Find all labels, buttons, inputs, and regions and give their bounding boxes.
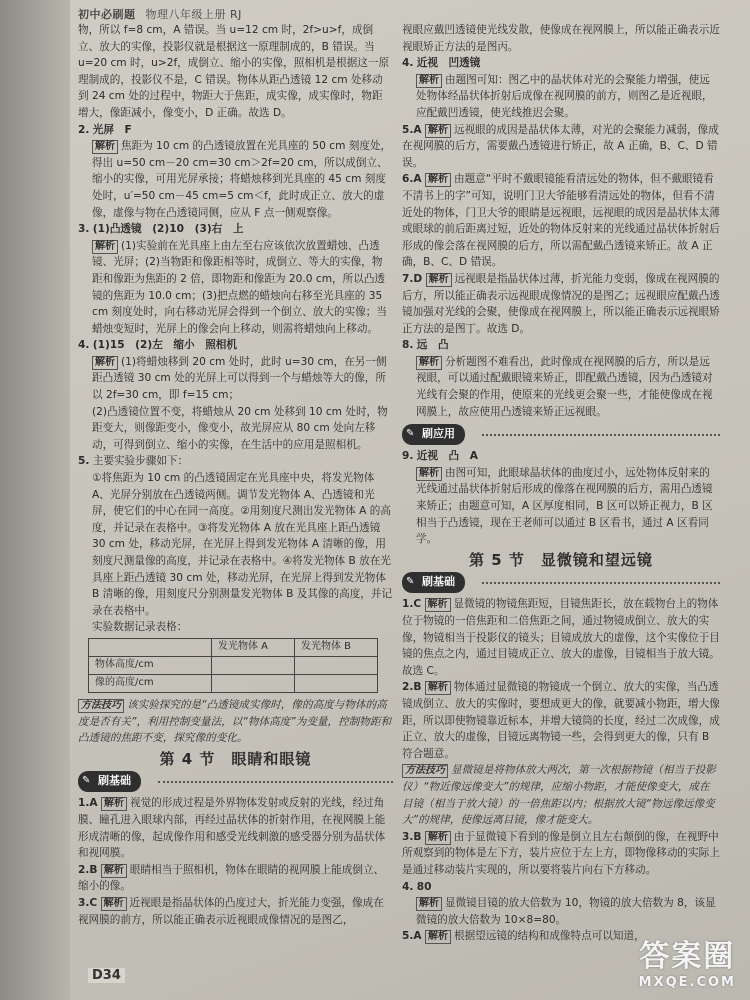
answer-number: 1.A — [78, 797, 98, 810]
answer-number: 6.A — [402, 173, 422, 186]
tip-label: 方法技巧 — [402, 764, 448, 778]
answer-key: 近视 凸 A — [416, 450, 478, 463]
explain-text: 焦距为 10 cm 的凸透镜放置在光具座的 50 cm 刻度处，得出 u=50 cm－20 cm=30 cm＞2f=20 cm，所以成倒立、缩小的实像，可用光屏承接；将蜡烛移到光具座的 45 cm 刻度处时，u′=50 cm－45 cm=5 cm＜f，此时成正立、放大的虚像，虚像与物在凸透镜同侧，应从 F 点一侧观察像。 — [92, 140, 392, 219]
answer-number: 5.A — [402, 123, 422, 136]
right-s5-answer-1: 1.C 解析 显微镜的物镜焦距短，目镜焦距长，放在载物台上的物体位于物镜的一倍焦距和二倍焦距之间，通过物镜成倒立、放大的实像，物镜相当于投影仪的镜头；目镜成放大的虚像，这个实像位于目镜的焦点之内，通过目镜成正立、放大的虚像，目镜相当于放大镜。故选 C。 — [402, 598, 720, 677]
banner-label: 刷基础 — [98, 774, 131, 788]
watermark-url: MXQE.COM — [638, 975, 736, 990]
explain-text: 根据望远镜的结构和成像特点可以知道， — [453, 930, 645, 943]
answer-number: 2. — [78, 123, 90, 136]
left-explain-4b: (2)凸透镜位置不变，将蜡烛从 20 cm 处移到 10 cm 处时，物距变大，则像距变小，像变小，故光屏应从 80 cm 处向左移动，可得到倒立、缩小的实像，在生活中的应用是照相机。 — [92, 405, 388, 451]
tip-label: 方法技巧 — [78, 699, 124, 713]
answer-key: 远 凸 — [416, 339, 449, 352]
answer-number: 3. — [78, 223, 90, 236]
answer-number: 9. — [402, 450, 414, 463]
section-banner — [78, 771, 393, 791]
answer-number: 2.B — [402, 681, 422, 694]
answer-number: 5.A — [402, 930, 422, 943]
left-s4-answer-1: 1.A 解析 视觉的形成过程是外界物体发射或反射的光线，经过角膜、瞳孔进入眼球内部，再经过晶状体的折射作用，在视网膜上能形成清晰的像，起成像作用和感受光线刺激的感受器分别为晶状体和视网膜。 — [78, 797, 386, 860]
right-s5-answer-5: 5.A 解析 根据望远镜的结构和成像特点可以知道， — [402, 930, 645, 943]
right-answer-6: 6.A 解析 由题意“平时不戴眼镜能看清远处的物体，但不戴眼镜看不清书上的字”可知，说明门卫大爷能够看清远处的物体，但看不清近处的物体，门卫大爷的眼睛是远视眼，远视眼的成因是晶状体太薄或眼球的前后距离过短，近处的物体反射来的光线通过晶状体折射后形成的像会落在视网膜的后方，所以需配戴凸透镜来矫正。故 A 正确，B、C、D 错误。 — [402, 173, 720, 269]
watermark-logo — [639, 931, 736, 990]
left-answer-4 — [78, 337, 393, 354]
table-header-cell: 发光物体 A — [212, 638, 295, 656]
left-continued-paragraph: 物，所以 f=8 cm，A 错误。当 u=12 cm 时，2f>u>f，成倒立、放大的实像，投影仪就是根据这一原理制成的，B 错误。当 u=20 cm 时，u>2f，成倒立、缩小的实像，照相机是根据这一原理制成的，投影仪不是，C 错误。物体从距凸透镜 12 cm 处移动到 24 cm 处的过程中，物距大于焦距，成实像，成实像时，物距增大，像距减小，像变小，D 正确。故选 D。 — [78, 24, 390, 119]
left-s4-answer-3: 3.C 解析 近视眼是指晶状体的凸度过大，折光能力变强，像成在视网膜的前方，所以能正确表示近视眼成像情况的是图乙， — [78, 896, 384, 926]
section-title-4: 第 4 节 眼睛和眼镜 — [159, 749, 312, 768]
answer-key: 80 — [416, 880, 432, 893]
section-title-5: 第 5 节 显微镜和望远镜 — [469, 550, 653, 569]
right-continued-paragraph: 视眼应戴凹透镜使光线发散，使像成在视网膜上，所以能正确表示近视眼矫正方法的是图丙。 — [402, 24, 720, 53]
page-number: D34 — [88, 968, 125, 983]
watermark-brand: 答案圈 — [639, 939, 736, 974]
right-answer-4 — [402, 55, 720, 72]
explain-text: 分析题图不难看出，此时像成在视网膜的后方，所以是远视眼，可以通过配戴眼镜来矫正，即配戴凸透镜，因为凸透镜对光线有会聚的作用，使原来的光线更会聚一些，才能使像成在视网膜上，故应使用凸透镜来矫正远视眼。 — [416, 355, 713, 418]
header-series: 初中必刷题 — [78, 8, 136, 21]
left-explain-2: 解析 焦距为 10 cm 的凸透镜放置在光具座的 50 cm 刻度处，得出 u=50 cm－20 cm=30 cm＞2f=20 cm，所以成倒立、缩小的实像，可用光屏承接；将蜡烛移到光具座的 45 cm 刻度处时，u′=50 cm－45 cm=5 cm＜f，此时成正立、放大的虚像，虚像与物在凸透镜同侧，应从 F 点一侧观察像。 — [92, 140, 392, 219]
pen-icon: ✎ — [406, 428, 415, 440]
left-explain-5: ①将焦距为 10 cm 的凸透镜固定在光具座中央，将发光物体 A、光屏分别放在凸透镜两侧。调节发光物体 A、凸透镜和光屏，使它们的中心在同一高度。②用刻度尺测出发光物体 A 的高度，并记录在表格中。③将发光物体 A 放在光具座上距凸透镜 30 cm 处，移动光屏，在光屏上得到发光物体 A 清晰的像，用刻度尺测量像的高度，并记录在表格中。④将发光物体 B 放在光具座上距凸透镜 30 cm 处，移动光屏，在光屏上得到发光物体 B 清晰的像，用刻度尺分别测量发光物体 B 及其像的高度，并记录在表格中。 — [92, 472, 393, 617]
tip-text: 显微镜是将物体放大两次，第一次根据物镜（相当于投影仪）“物近像远像变大”的规律，应缩小物距，才能使像变大，成在目镜（相当于放大镜）的一倍焦距以内；根据放大镜“物远像远像变大”的规律，使像远离目镜，像才能变大。 — [402, 764, 716, 827]
explain-text: 远视眼的成因是晶状体太薄，对光的会聚能力减弱，像成在视网膜的后方，需要戴凸透镜进行矫正，故 A 正确，B、C、D 错误。 — [402, 123, 719, 169]
table-row — [89, 674, 378, 692]
table-header-cell — [89, 638, 212, 656]
answer-key: (1)凸透镜 (2)10 (3)右 上 — [92, 223, 244, 236]
table-row-label: 物体高度/cm — [89, 656, 212, 674]
answer-number: 2.B — [78, 863, 98, 876]
answer-number: 4. — [78, 339, 90, 352]
book-spine-shadow — [0, 0, 70, 1000]
left-column — [78, 22, 393, 928]
explain-text: 由于显微镜下看到的像是倒立且左右颠倒的像，在视野中所观察到的物体是左下方，装片应位于左上方，即物像移动的实际上是通过移动装片实现的，所以要将装片向右下方移动。 — [402, 830, 720, 876]
explain-text: 显微镜目镜的放大倍数为 10，物镜的放大倍数为 8，该显微镜的放大倍数为 10×8=80。 — [416, 897, 716, 926]
answer-number: 4. — [402, 880, 414, 893]
explain-text: 视觉的形成过程是外界物体发射或反射的光线，经过角膜、瞳孔进入眼球内部，再经过晶状体的折射作用，在视网膜上能形成清晰的像，起成像作用和感受光线刺激的感受器分别为晶状体和视网膜。 — [78, 797, 386, 860]
method-tip — [402, 762, 720, 828]
left-explain-3: 解析 (1)实验前在光具座上由左至右应该依次放置蜡烛、凸透镜、光屏；(2)当物距和像距相等时，成倒立、等大的实像，物距和像距为焦距的 2 倍，即物距和像距为 20.0 cm，所以凸透镜的焦距为 10.0 cm；(3)把点燃的蜡烛向右移至光具座的 35 cm 刻度处时，向右移动光屏会得到一个倒立、放大的实像；当蜡烛变短时，光屏上的像会向上移动，则需将蜡烛向上移动。 — [92, 239, 387, 335]
explain-text: 显微镜的物镜焦距短，目镜焦距长，放在载物台上的物体位于物镜的一倍焦距和二倍焦距之间，通过物镜成倒立、放大的实像，物镜相当于投影仪的镜头；目镜成放大的虚像，这个实像位于目镜的焦点之内，通过目镜成正立、放大的虚像，目镜相当于放大镜。故选 C。 — [402, 598, 720, 677]
banner-label: 刷应用 — [422, 427, 455, 441]
left-answer-3 — [78, 221, 393, 238]
left-explain-4: 解析 (1)将蜡烛移到 20 cm 处时，此时 u=30 cm，在另一侧距凸透镜 30 cm 处的光屏上可以得到一个与蜡烛等大的像，所以 2f=30 cm，即 f=15 cm； — [92, 355, 387, 402]
right-explain-4: 解析 由题图可知：图乙中的晶状体对光的会聚能力增强，使远处物体经晶状体折射后成像在视网膜的前方，则图乙是近视眼，应配戴凹透镜，使光线推迟会聚。 — [416, 73, 713, 119]
right-answer-7: 7.D 解析 远视眼是指晶状体过薄，折光能力变弱，像成在视网膜的后方，所以能正确表示远视眼成像情况的是图乙；远视眼应配戴凸透镜加强对光线的会聚，使像成在视网膜上，所以能正确表示远视眼矫正方法的是图丁。故选 D。 — [402, 272, 720, 335]
left-answer-5 — [78, 453, 393, 470]
answer-key: (1)15 (2)左 缩小 照相机 — [92, 339, 237, 352]
explain-text: 近视眼是指晶状体的凸度过大，折光能力变强，像成在视网膜的前方，所以能正确表示近视眼成像情况的是图乙， — [78, 896, 384, 926]
right-explain-9: 解析 由图可知，此眼球晶状体的曲度过小，远处物体反射来的光线通过晶状体折射后形成的像落在视网膜的后方，需用凸透镜来矫正；由题意可知，A 区厚度相同，B 区可以矫正视力，B 区相当于凸透镜，现在王老师可以通过 B 区看书，通过 A 区看同学。 — [416, 466, 713, 546]
explain-text: 远视眼是指晶状体过薄，折光能力变弱，像成在视网膜的后方，所以能正确表示远视眼成像情况的是图乙；远视眼应配戴凸透镜加强对光线的会聚，使像成在视网膜上，所以能正确表示远视眼矫正方法的是图丁。故选 D。 — [402, 272, 720, 335]
answer-number: 7.D — [402, 272, 423, 285]
explain-text: 由题意“平时不戴眼镜能看清远处的物体，但不戴眼镜看不清书上的字”可知，说明门卫大爷能够看清远处的物体，但看不清近处的物体，门卫大爷的眼睛是远视眼，远视眼的成因是晶状体太薄或眼球的前后距离过短，近处的物体反射来的光线通过晶状体折射后形成的像会落在视网膜的后方，所以需配戴凸透镜来矫正。故 A 正确，B、C、D 错误。 — [402, 173, 720, 269]
tip-text: 该实验探究的是“凸透镜成实像时，像的高度与物体的高度是否有关”，利用控制变量法，以“物体高度”为变量，控制物距和凸透镜的焦距不变，探究像的变化。 — [78, 698, 392, 745]
right-answer-9 — [402, 448, 720, 465]
pen-icon: ✎ — [406, 576, 415, 588]
section-banner — [402, 572, 720, 592]
explain-text: 物体通过显微镜的物镜成一个倒立、放大的实像，当凸透镜成倒立、放大的实像时，要想成更大的像，就要减小物距，增大像距，所以即使物镜靠近标本，并增大镜筒的长度，经过二次成像，成正立、放大的虚像，目镜远离物镜一些，会得到更大的像，只有 B 符合题意。 — [402, 681, 720, 760]
right-explain-s5-4: 解析 显微镜目镜的放大倍数为 10，物镜的放大倍数为 8，该显微镜的放大倍数为 10×8=80。 — [416, 897, 716, 926]
explain-text: 眼睛相当于照相机，物体在眼睛的视网膜上能成倒立、缩小的像。 — [78, 863, 385, 893]
explain-text: (1)将蜡烛移到 20 cm 处时，此时 u=30 cm，在另一侧距凸透镜 30 cm 处的光屏上可以得到一个与蜡烛等大的像，所以 2f=30 cm，即 f=15 cm； — [92, 355, 387, 402]
header-subject: 物理八年级上册 RJ — [145, 8, 242, 21]
left-s4-answer-2: 2.B 解析 眼睛相当于照相机，物体在眼睛的视网膜上能成倒立、缩小的像。 — [78, 863, 385, 893]
method-tip — [78, 697, 393, 747]
answer-number: 3.B — [402, 830, 422, 843]
table-header-row — [89, 638, 378, 656]
section-banner — [402, 424, 720, 444]
answer-number: 5. — [78, 455, 90, 468]
answer-number: 4. — [402, 57, 414, 70]
table-row — [89, 656, 378, 674]
right-answer-5: 5.A 解析 远视眼的成因是晶状体太薄，对光的会聚能力减弱，像成在视网膜的后方，需要戴凸透镜进行矫正，故 A 正确，B、C、D 错误。 — [402, 123, 719, 169]
table-row-label: 像的高度/cm — [89, 674, 212, 692]
right-answer-8 — [402, 337, 720, 354]
page-header — [78, 6, 242, 22]
right-s5-answer-4 — [402, 879, 720, 896]
answer-key: 光屏 F — [92, 123, 132, 136]
explain-text: 由题图可知：图乙中的晶状体对光的会聚能力增强，使远处物体经晶状体折射后成像在视网膜的前方，则图乙是近视眼，应配戴凹透镜，使光线推迟会聚。 — [416, 73, 713, 119]
answer-number: 8. — [402, 339, 414, 352]
right-s5-answer-2: 2.B 解析 物体通过显微镜的物镜成一个倒立、放大的实像，当凸透镜成倒立、放大的实像时，要想成更大的像，就要减小物距，增大像距，所以即使物镜靠近标本，并增大镜筒的长度，经过二次成像，成正立、放大的虚像，目镜远离物镜一些，会得到更大的像，只有 B 符合题意。 — [402, 681, 720, 760]
explain-text: (1)实验前在光具座上由左至右应该依次放置蜡烛、凸透镜、光屏；(2)当物距和像距相等时，成倒立、等大的实像，物距和像距为焦距的 2 倍，即物距和像距为 20.0 cm，所以凸透镜的焦距为 10.0 cm；(3)把点燃的蜡烛向右移至光具座的 35 cm 刻度处时，向右移动光屏会得到一个倒立、放大的实像；当蜡烛变短时，光屏上的像会向上移动，则需将蜡烛向上移动。 — [92, 239, 387, 335]
left-answer-2 — [78, 122, 393, 139]
table-header-cell: 发光物体 B — [295, 638, 378, 656]
right-s5-answer-3: 3.B 解析 由于显微镜下看到的像是倒立且左右颠倒的像，在视野中所观察到的物体是左下方，装片应位于左上方，即物像移动的实际上是通过移动装片实现的，所以要将装片向右下方移动。 — [402, 830, 720, 876]
answer-number: 1.C — [402, 598, 422, 611]
explain-text: 由图可知，此眼球晶状体的曲度过小，远处物体反射来的光线通过晶状体折射后形成的像落在视网膜的后方，需用凸透镜来矫正；由题意可知，A 区厚度相同，B 区可以矫正视力，B 区相当于凸透镜，现在王老师可以通过 B 区看书，通过 A 区看同学。 — [416, 466, 713, 546]
answer-key: 近视 凹透镜 — [416, 57, 481, 70]
right-explain-8: 解析 分析题图不难看出，此时像成在视网膜的后方，所以是远视眼，可以通过配戴眼镜来矫正，即配戴凸透镜，因为凸透镜对光线有会聚的作用，使原来的光线更会聚一些，才能使像成在视网膜上，故应使用凸透镜来矫正远视眼。 — [416, 355, 713, 418]
table-caption: 实验数据记录表格： — [92, 621, 188, 634]
right-column — [402, 22, 720, 945]
banner-label: 刷基础 — [422, 575, 455, 589]
answer-number: 3.C — [78, 896, 98, 909]
answer-intro: 主要实验步骤如下： — [92, 455, 189, 468]
pen-icon: ✎ — [82, 775, 91, 787]
data-record-table — [88, 638, 378, 693]
